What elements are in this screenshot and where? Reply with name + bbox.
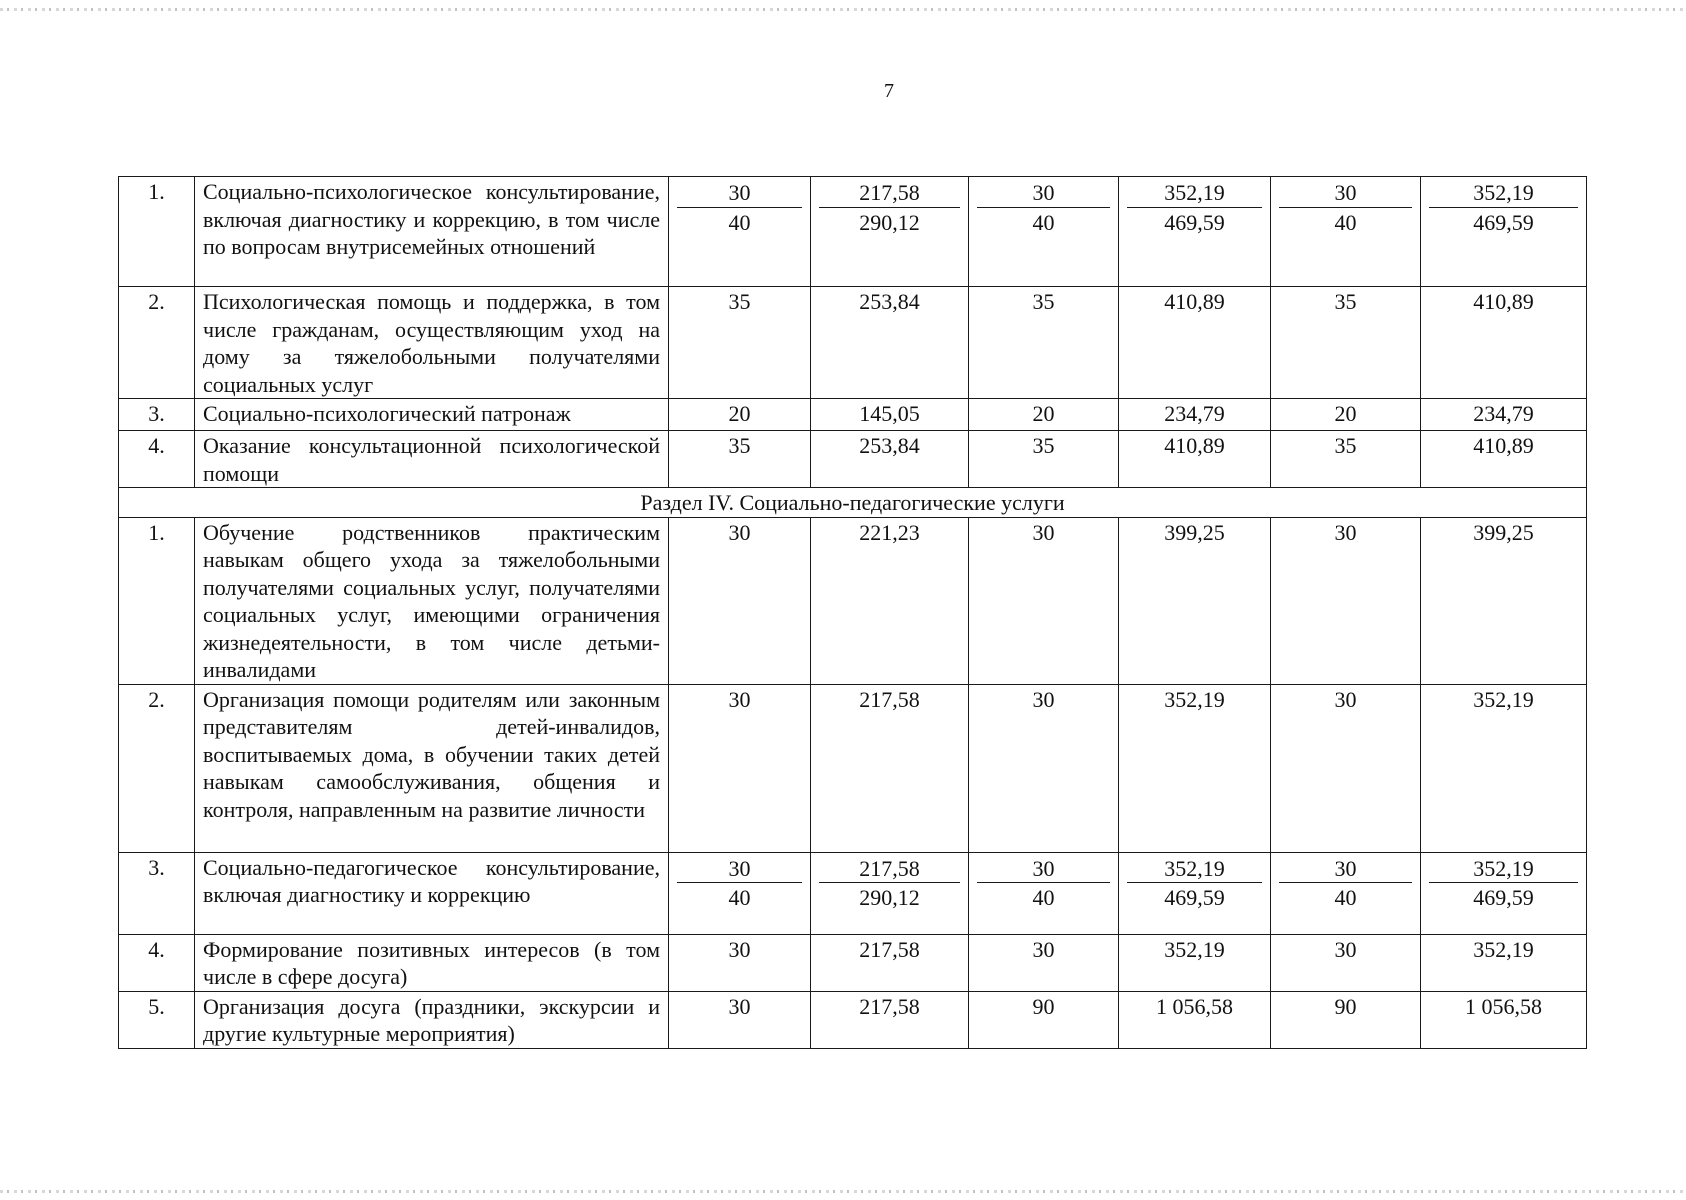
value-subcell: 217,58 (819, 854, 960, 884)
table-row (119, 852, 1587, 934)
row-number: 3. (119, 399, 195, 431)
page-number: 7 (884, 80, 894, 102)
row-number: 5. (119, 991, 195, 1048)
value-subcell: 352,19 (1127, 854, 1262, 884)
value-cell-split (669, 177, 811, 287)
value-subcell: 352,19 (1127, 178, 1262, 208)
value-subcell: 40 (1032, 209, 1055, 235)
value-subcell: 290,12 (859, 885, 920, 910)
value-cell-split (1119, 852, 1271, 934)
table-row (119, 287, 1587, 399)
value-cell: 35 (669, 431, 811, 488)
value-cell-split (969, 177, 1119, 287)
value-cell: 234,79 (1421, 399, 1587, 431)
value-cell: 399,25 (1119, 517, 1271, 684)
value-subcell: 30 (1279, 854, 1412, 884)
value-subcell: 30 (677, 178, 802, 208)
value-cell-split (811, 852, 969, 934)
table-body-section-iv (119, 517, 1587, 1048)
value-cell: 30 (669, 684, 811, 852)
value-cell: 410,89 (1421, 431, 1587, 488)
section-header-row (119, 488, 1587, 518)
value-cell-split (669, 852, 811, 934)
scan-edge-top (0, 8, 1686, 11)
value-cell: 90 (1271, 991, 1421, 1048)
section-title: Раздел IV. Социально-педагогические услуги (119, 488, 1587, 518)
value-cell: 410,89 (1119, 287, 1271, 399)
value-cell: 410,89 (1421, 287, 1587, 399)
value-subcell: 352,19 (1429, 178, 1578, 208)
services-tariff-table (118, 176, 1587, 1049)
value-cell: 30 (1271, 684, 1421, 852)
value-subcell: 30 (977, 178, 1110, 208)
value-subcell: 469,59 (1164, 885, 1225, 910)
value-cell: 217,58 (811, 991, 969, 1048)
value-subcell: 30 (677, 854, 802, 884)
service-name: Формирование позитивных интересов (в том числе в сфере досуга) (195, 934, 669, 991)
value-cell: 352,19 (1119, 934, 1271, 991)
value-cell: 30 (1271, 517, 1421, 684)
table-row (119, 517, 1587, 684)
service-name: Обучение родственников практическим навыкам общего ухода за тяжелобольными получателями социальных услуг, получателями социальных услуг, имеющими ограничения жизнедеятельности, в том числе детьми-инвалидами (195, 517, 669, 684)
value-cell: 35 (969, 287, 1119, 399)
service-name: Оказание консультационной психологической помощи (195, 431, 669, 488)
value-cell: 35 (669, 287, 811, 399)
value-cell-split (811, 177, 969, 287)
value-cell-split (969, 852, 1119, 934)
value-cell: 30 (669, 991, 811, 1048)
value-cell: 221,23 (811, 517, 969, 684)
value-cell: 30 (969, 934, 1119, 991)
value-subcell: 469,59 (1473, 885, 1534, 910)
row-number: 2. (119, 287, 195, 399)
service-name: Организация помощи родителям или законным представителям детей-инвалидов, воспитываемых дома, в обучении таких детей навыкам самообслуживания, общения и контроля, направленным на развитие личности (195, 684, 669, 852)
row-number: 3. (119, 852, 195, 934)
value-subcell: 40 (1334, 209, 1357, 235)
service-name: Социально-психологический патронаж (195, 399, 669, 431)
table-row (119, 991, 1587, 1048)
value-subcell: 469,59 (1164, 209, 1225, 235)
service-name: Социально-педагогическое консультирование, включая диагностику и коррекцию (195, 852, 669, 934)
value-cell-split (1421, 177, 1587, 287)
value-cell-split (1119, 177, 1271, 287)
row-number: 1. (119, 177, 195, 287)
value-cell: 217,58 (811, 934, 969, 991)
value-cell: 352,19 (1119, 684, 1271, 852)
value-cell: 399,25 (1421, 517, 1587, 684)
value-subcell: 40 (1032, 885, 1055, 910)
value-subcell: 217,58 (819, 178, 960, 208)
table-row (119, 399, 1587, 431)
value-cell: 20 (969, 399, 1119, 431)
value-cell: 352,19 (1421, 934, 1587, 991)
value-subcell: 40 (1334, 885, 1357, 910)
value-subcell: 290,12 (859, 209, 920, 235)
value-cell: 30 (669, 934, 811, 991)
table-row (119, 431, 1587, 488)
value-subcell: 352,19 (1429, 854, 1578, 884)
value-cell: 35 (1271, 287, 1421, 399)
value-cell: 234,79 (1119, 399, 1271, 431)
value-cell: 90 (969, 991, 1119, 1048)
value-cell: 352,19 (1421, 684, 1587, 852)
service-name: Социально-психологическое консультирование, включая диагностику и коррекцию, в том числе по вопросам внутрисемейных отношений (195, 177, 669, 287)
value-cell-split (1271, 177, 1421, 287)
value-cell: 20 (669, 399, 811, 431)
value-cell: 35 (969, 431, 1119, 488)
value-subcell: 469,59 (1473, 209, 1534, 235)
service-name: Психологическая помощь и поддержка, в том числе гражданам, осуществляющим уход на дому за тяжелобольными получателями социальных услуг (195, 287, 669, 399)
value-cell: 30 (1271, 934, 1421, 991)
value-cell: 253,84 (811, 431, 969, 488)
value-cell: 20 (1271, 399, 1421, 431)
row-number: 4. (119, 431, 195, 488)
table-body-section-iii (119, 177, 1587, 488)
value-cell: 30 (669, 517, 811, 684)
row-number: 4. (119, 934, 195, 991)
value-cell: 410,89 (1119, 431, 1271, 488)
value-cell: 145,05 (811, 399, 969, 431)
value-subcell: 30 (1279, 178, 1412, 208)
value-subcell: 40 (728, 885, 751, 910)
value-subcell: 30 (977, 854, 1110, 884)
table-row (119, 934, 1587, 991)
value-subcell: 40 (728, 209, 751, 235)
table-row (119, 177, 1587, 287)
value-cell-split (1421, 852, 1587, 934)
value-cell: 30 (969, 517, 1119, 684)
row-number: 2. (119, 684, 195, 852)
value-cell: 30 (969, 684, 1119, 852)
value-cell: 253,84 (811, 287, 969, 399)
value-cell-split (1271, 852, 1421, 934)
table-row (119, 684, 1587, 852)
value-cell: 1 056,58 (1119, 991, 1271, 1048)
service-name: Организация досуга (праздники, экскурсии и другие культурные мероприятия) (195, 991, 669, 1048)
scan-edge-bottom (0, 1190, 1686, 1193)
value-cell: 217,58 (811, 684, 969, 852)
row-number: 1. (119, 517, 195, 684)
value-cell: 1 056,58 (1421, 991, 1587, 1048)
value-cell: 35 (1271, 431, 1421, 488)
